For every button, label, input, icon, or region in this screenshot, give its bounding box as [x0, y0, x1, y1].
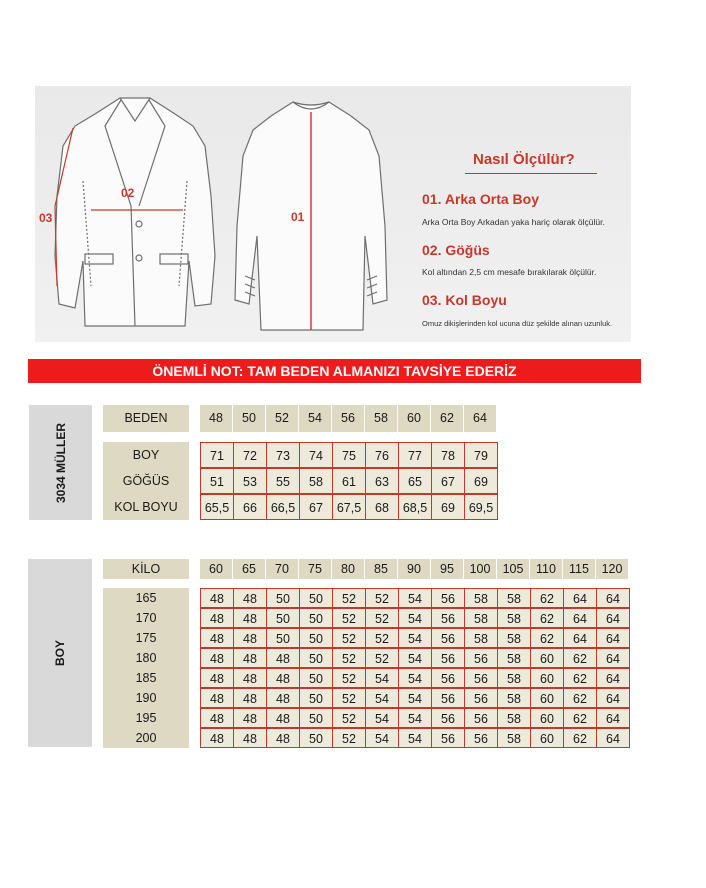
fit-value-cell: 52: [365, 588, 399, 608]
measure-value-cell: 66,5: [266, 494, 300, 520]
fit-value-cell: 54: [398, 588, 432, 608]
weight-header-cell: 95: [431, 559, 463, 579]
fit-value-cell: 56: [431, 648, 465, 668]
fit-value-cell: 48: [233, 648, 267, 668]
fit-value-cell: 54: [398, 628, 432, 648]
fit-value-cell: 56: [464, 668, 498, 688]
fit-value-cell: 58: [464, 588, 498, 608]
fit-value-cell: 58: [497, 708, 531, 728]
step-2-description: Kol altından 2,5 cm mesafe bırakılarak ölçülür.: [422, 267, 597, 277]
measure-row-label: KOL BOYU: [103, 494, 189, 520]
measure-table-side-label: [29, 405, 92, 520]
fit-value-cell: 48: [233, 608, 267, 628]
weight-header-cell: 105: [497, 559, 529, 579]
fit-value-cell: 56: [431, 588, 465, 608]
measure-value-cell: 77: [398, 442, 432, 468]
fit-value-cell: 48: [233, 668, 267, 688]
fit-value-cell: 54: [365, 668, 399, 688]
weight-header-label: KİLO: [103, 559, 189, 579]
weight-header-cell: 75: [299, 559, 331, 579]
step-1-description: Arka Orta Boy Arkadan yaka hariç olarak ölçülür.: [422, 217, 605, 227]
fit-value-cell: 64: [563, 628, 597, 648]
fit-value-cell: 48: [200, 728, 234, 748]
size-header-cell: 60: [398, 405, 430, 432]
step-3-heading: 03. Kol Boyu: [422, 292, 507, 308]
fit-value-cell: 50: [299, 668, 333, 688]
measure-value-cell: 51: [200, 468, 234, 494]
size-header-label: BEDEN: [103, 405, 189, 432]
fit-value-cell: 52: [365, 628, 399, 648]
front-jacket-drawing: [55, 98, 215, 326]
fit-value-cell: 48: [266, 668, 300, 688]
measure-side-text: 3034 MÜLLER: [53, 422, 68, 503]
fit-value-cell: 50: [299, 708, 333, 728]
fit-value-cell: 48: [200, 708, 234, 728]
fit-value-cell: 64: [596, 728, 630, 748]
measure-value-cell: 66: [233, 494, 267, 520]
measure-value-cell: 67: [299, 494, 333, 520]
size-header-cell: 50: [233, 405, 265, 432]
fit-value-cell: 52: [332, 608, 366, 628]
weight-header-cell: 90: [398, 559, 430, 579]
fit-value-cell: 62: [563, 708, 597, 728]
fit-value-cell: 62: [530, 588, 564, 608]
jacket-drawings: [35, 86, 631, 342]
fit-value-cell: 50: [266, 608, 300, 628]
measure-value-cell: 61: [332, 468, 366, 494]
measure-value-cell: 63: [365, 468, 399, 494]
fit-table-side-label: [28, 559, 92, 747]
fit-value-cell: 62: [563, 648, 597, 668]
fit-value-cell: 58: [497, 608, 531, 628]
fit-value-cell: 64: [596, 628, 630, 648]
fit-value-cell: 48: [233, 728, 267, 748]
fit-value-cell: 58: [464, 628, 498, 648]
size-header-cell: 64: [464, 405, 496, 432]
weight-header-cell: 110: [530, 559, 562, 579]
fit-value-cell: 48: [266, 648, 300, 668]
fit-value-cell: 54: [365, 688, 399, 708]
height-row-label: 170: [103, 608, 189, 628]
measure-value-cell: 75: [332, 442, 366, 468]
measure-row-label: BOY: [103, 442, 189, 468]
fit-value-cell: 56: [431, 728, 465, 748]
size-header-cell: 48: [200, 405, 232, 432]
measure-value-cell: 71: [200, 442, 234, 468]
marker-sleeve: 03: [39, 211, 53, 225]
measure-value-cell: 69: [431, 494, 465, 520]
measure-value-cell: 73: [266, 442, 300, 468]
marker-chest: 02: [121, 186, 135, 200]
height-row-label: 185: [103, 668, 189, 688]
measure-value-cell: 68: [365, 494, 399, 520]
fit-value-cell: 48: [266, 708, 300, 728]
title-underline: [465, 173, 597, 174]
measure-value-cell: 69,5: [464, 494, 498, 520]
fit-value-cell: 54: [365, 708, 399, 728]
weight-header-cell: 65: [233, 559, 265, 579]
fit-value-cell: 56: [464, 728, 498, 748]
fit-value-cell: 58: [497, 648, 531, 668]
fit-value-cell: 52: [332, 668, 366, 688]
marker-back: 01: [291, 210, 305, 224]
measure-value-cell: 74: [299, 442, 333, 468]
fit-value-cell: 50: [299, 688, 333, 708]
fit-value-cell: 64: [596, 588, 630, 608]
height-row-label: 195: [103, 708, 189, 728]
fit-value-cell: 54: [398, 648, 432, 668]
fit-value-cell: 52: [332, 628, 366, 648]
fit-value-cell: 52: [365, 608, 399, 628]
fit-value-cell: 48: [200, 628, 234, 648]
fit-value-cell: 62: [563, 728, 597, 748]
fit-value-cell: 56: [431, 628, 465, 648]
weight-header-cell: 85: [365, 559, 397, 579]
fit-value-cell: 60: [530, 648, 564, 668]
size-header-cell: 54: [299, 405, 331, 432]
measure-value-cell: 65,5: [200, 494, 234, 520]
weight-header-cell: 70: [266, 559, 298, 579]
fit-value-cell: 56: [431, 688, 465, 708]
weight-header-cell: 115: [563, 559, 595, 579]
fit-value-cell: 48: [233, 628, 267, 648]
fit-value-cell: 54: [398, 668, 432, 688]
fit-side-text: BOY: [53, 639, 67, 667]
measure-value-cell: 78: [431, 442, 465, 468]
fit-value-cell: 50: [266, 588, 300, 608]
fit-value-cell: 48: [200, 668, 234, 688]
fit-value-cell: 62: [563, 668, 597, 688]
how-to-title: Nasıl Ölçülür?: [473, 151, 575, 168]
measure-value-cell: 68,5: [398, 494, 432, 520]
fit-value-cell: 58: [497, 728, 531, 748]
fit-value-cell: 60: [530, 728, 564, 748]
fit-value-cell: 48: [266, 688, 300, 708]
measure-value-cell: 67: [431, 468, 465, 494]
fit-value-cell: 64: [563, 608, 597, 628]
fit-value-cell: 56: [431, 708, 465, 728]
fit-value-cell: 56: [431, 608, 465, 628]
fit-value-cell: 64: [596, 688, 630, 708]
fit-value-cell: 48: [200, 608, 234, 628]
fit-value-cell: 48: [200, 588, 234, 608]
fit-value-cell: 62: [563, 688, 597, 708]
fit-value-cell: 58: [497, 628, 531, 648]
fit-value-cell: 64: [596, 648, 630, 668]
fit-value-cell: 56: [431, 668, 465, 688]
height-row-label: 180: [103, 648, 189, 668]
fit-value-cell: 48: [233, 708, 267, 728]
fit-value-cell: 54: [398, 728, 432, 748]
fit-value-cell: 60: [530, 688, 564, 708]
weight-header-cell: 100: [464, 559, 496, 579]
weight-header-cell: 120: [596, 559, 628, 579]
fit-value-cell: 52: [332, 688, 366, 708]
fit-value-cell: 52: [365, 648, 399, 668]
fit-value-cell: 64: [596, 608, 630, 628]
size-header-cell: 58: [365, 405, 397, 432]
size-header-cell: 62: [431, 405, 463, 432]
fit-value-cell: 54: [398, 688, 432, 708]
height-row-label: 175: [103, 628, 189, 648]
fit-value-cell: 52: [332, 708, 366, 728]
weight-header-cell: 80: [332, 559, 364, 579]
fit-value-cell: 48: [200, 648, 234, 668]
height-row-label: 200: [103, 728, 189, 748]
fit-value-cell: 58: [497, 688, 531, 708]
fit-value-cell: 54: [398, 608, 432, 628]
measure-row-label: GÖĞÜS: [103, 468, 189, 494]
measurement-illustration: [35, 86, 631, 342]
measure-value-cell: 76: [365, 442, 399, 468]
fit-value-cell: 54: [365, 728, 399, 748]
fit-value-cell: 60: [530, 708, 564, 728]
fit-value-cell: 54: [398, 708, 432, 728]
step-1-heading: 01. Arka Orta Boy: [422, 191, 539, 207]
fit-value-cell: 64: [563, 588, 597, 608]
fit-value-cell: 50: [299, 628, 333, 648]
measure-value-cell: 69: [464, 468, 498, 494]
weight-header-cell: 60: [200, 559, 232, 579]
fit-value-cell: 56: [464, 688, 498, 708]
measure-value-cell: 72: [233, 442, 267, 468]
fit-value-cell: 50: [299, 588, 333, 608]
fit-value-cell: 50: [299, 648, 333, 668]
height-row-label: 165: [103, 588, 189, 608]
fit-value-cell: 52: [332, 588, 366, 608]
fit-value-cell: 50: [299, 728, 333, 748]
size-header-cell: 56: [332, 405, 364, 432]
fit-value-cell: 52: [332, 728, 366, 748]
fit-value-cell: 60: [530, 668, 564, 688]
fit-value-cell: 48: [200, 688, 234, 708]
step-3-description: Omuz dikişlerinden kol ucuna düz şekilde alınan uzunluk.: [422, 319, 613, 328]
fit-value-cell: 64: [596, 708, 630, 728]
fit-value-cell: 56: [464, 708, 498, 728]
height-row-label: 190: [103, 688, 189, 708]
fit-value-cell: 52: [332, 648, 366, 668]
fit-value-cell: 58: [497, 668, 531, 688]
step-2-heading: 02. Göğüs: [422, 242, 490, 258]
fit-value-cell: 56: [464, 648, 498, 668]
measure-value-cell: 67,5: [332, 494, 366, 520]
fit-value-cell: 50: [266, 628, 300, 648]
fit-value-cell: 48: [233, 588, 267, 608]
measure-value-cell: 58: [299, 468, 333, 494]
fit-value-cell: 62: [530, 628, 564, 648]
measure-value-cell: 65: [398, 468, 432, 494]
fit-value-cell: 62: [530, 608, 564, 628]
fit-value-cell: 48: [233, 688, 267, 708]
measure-value-cell: 55: [266, 468, 300, 494]
important-note-banner: ÖNEMLİ NOT: TAM BEDEN ALMANIZI TAVSİYE EDERİZ: [28, 359, 641, 383]
fit-value-cell: 58: [464, 608, 498, 628]
fit-value-cell: 58: [497, 588, 531, 608]
fit-value-cell: 48: [266, 728, 300, 748]
size-header-cell: 52: [266, 405, 298, 432]
fit-value-cell: 64: [596, 668, 630, 688]
measure-value-cell: 53: [233, 468, 267, 494]
measure-value-cell: 79: [464, 442, 498, 468]
fit-value-cell: 50: [299, 608, 333, 628]
